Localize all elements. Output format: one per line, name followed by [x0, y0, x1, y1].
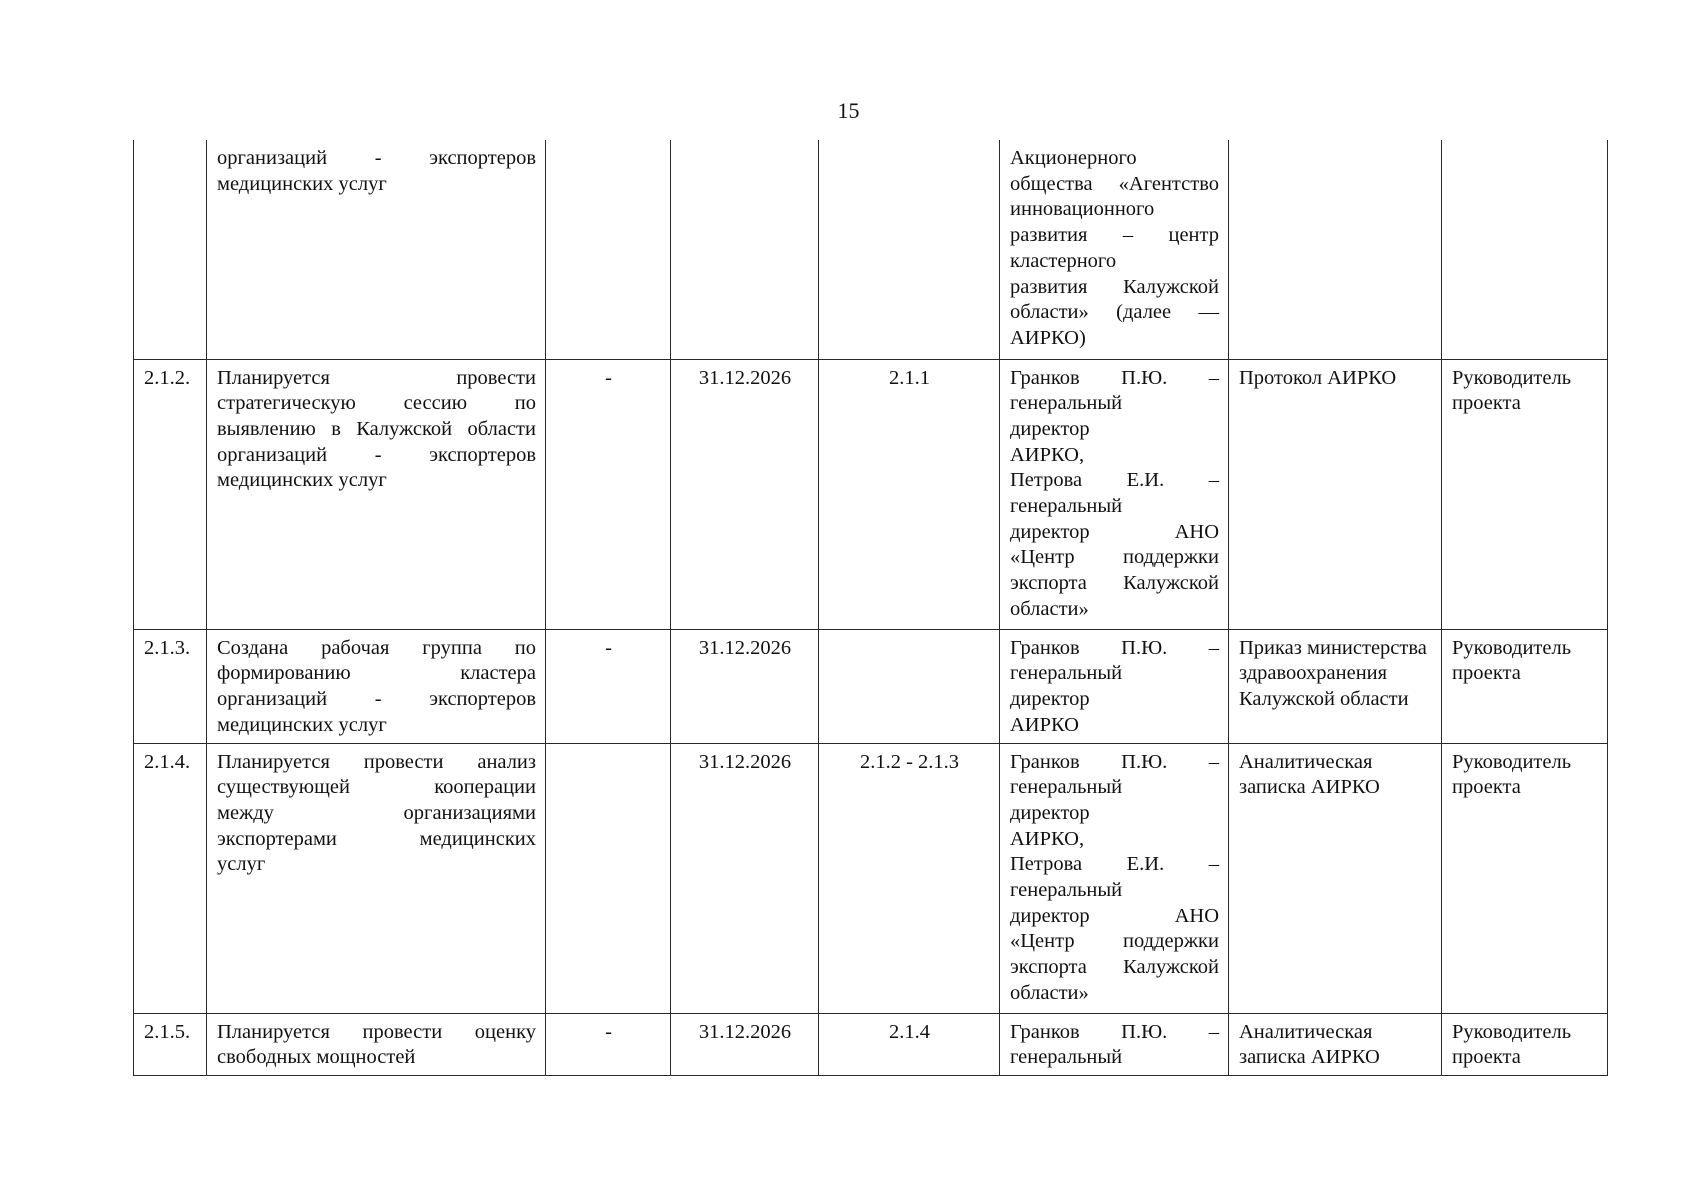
- page-number: 15: [837, 98, 860, 123]
- cell-line: Гранков П.Ю. –: [1010, 750, 1219, 773]
- event-description: [207, 629, 546, 743]
- responsible-person: [1000, 743, 1229, 1013]
- cell-line: «Центр поддержки: [1010, 930, 1219, 953]
- cell-line: Петрова Е.И. –: [1010, 469, 1219, 492]
- cell-line: организаций - экспортеров: [217, 687, 536, 710]
- event-description: [207, 359, 546, 629]
- start-date: -: [546, 1013, 671, 1075]
- end-date: 31.12.2026: [671, 359, 819, 629]
- cell-line: между организациями: [217, 801, 536, 824]
- cell-line: генеральный: [1010, 1046, 1123, 1069]
- cell-line: кластерного: [1010, 249, 1117, 272]
- cell-line: Петрова Е.И. –: [1010, 853, 1219, 876]
- result-document: Приказ министерства здравоохранения Калужской области: [1229, 629, 1442, 743]
- cell-line: Гранков П.Ю. –: [1010, 366, 1219, 389]
- cell-line: генеральный: [1010, 776, 1123, 799]
- cell-line: генеральный: [1010, 662, 1123, 685]
- start-date: [546, 743, 671, 1013]
- cell-line: Планируется провести: [217, 366, 536, 389]
- result-document: Аналитическая записка АИРКО: [1229, 743, 1442, 1013]
- cell-line: директор: [1010, 687, 1090, 710]
- predecessor: 2.1.4: [819, 1013, 1000, 1075]
- cell-line: медицинских услуг: [217, 172, 387, 195]
- result-document: Протокол АИРКО: [1229, 359, 1442, 629]
- control-level: Руководитель проекта: [1442, 743, 1608, 1013]
- cell-line: области» (далее —: [1010, 301, 1219, 324]
- end-date: 31.12.2026: [671, 1013, 819, 1075]
- cell-line: развития Калужской: [1010, 275, 1219, 298]
- cell-line: директор АНО: [1010, 904, 1219, 927]
- responsible-person: [1000, 629, 1229, 743]
- cell-line: экспортерами медицинских: [217, 827, 536, 850]
- cell-line: свободных мощностей: [217, 1046, 416, 1069]
- cell-line: экспорта Калужской: [1010, 572, 1219, 595]
- project-plan-table: [133, 140, 1608, 1076]
- item-number: 2.1.2.: [134, 359, 207, 629]
- cell-line: Акционерного: [1010, 147, 1137, 169]
- cell-line: формированию кластера: [217, 662, 536, 685]
- cell-line: Планируется провести анализ: [217, 750, 536, 773]
- start-date: -: [546, 359, 671, 629]
- end-date: [671, 140, 819, 359]
- item-number: 2.1.3.: [134, 629, 207, 743]
- cell-line: генеральный: [1010, 879, 1123, 902]
- cell-line: медицинских услуг: [217, 713, 387, 736]
- responsible-person: [1000, 140, 1229, 359]
- end-date: 31.12.2026: [671, 743, 819, 1013]
- end-date: 31.12.2026: [671, 629, 819, 743]
- cell-line: экспорта Калужской: [1010, 956, 1219, 979]
- cell-line: Гранков П.Ю. –: [1010, 1020, 1219, 1043]
- cell-line: АИРКО: [1010, 713, 1079, 736]
- table-row: [134, 359, 1608, 629]
- cell-line: директор АНО: [1010, 520, 1219, 543]
- cell-line: директор: [1010, 801, 1090, 824]
- item-number: 2.1.4.: [134, 743, 207, 1013]
- control-level: [1442, 140, 1608, 359]
- table-row: [134, 743, 1608, 1013]
- cell-line: существующей кооперации: [217, 776, 536, 799]
- cell-line: общества «Агентство: [1010, 172, 1219, 195]
- cell-line: стратегическую сессию по: [217, 392, 536, 415]
- cell-line: Создана рабочая группа по: [217, 636, 536, 659]
- cell-line: развития – центр: [1010, 224, 1219, 247]
- control-level: Руководитель проекта: [1442, 1013, 1608, 1075]
- cell-line: выявлению в Калужской области: [217, 417, 536, 440]
- responsible-person: [1000, 1013, 1229, 1075]
- result-document: [1229, 140, 1442, 359]
- table-row: [134, 140, 1608, 359]
- cell-line: АИРКО): [1010, 326, 1086, 349]
- item-number: 2.1.5.: [134, 1013, 207, 1075]
- item-number: [134, 140, 207, 359]
- cell-line: инновационного: [1010, 198, 1155, 221]
- control-level: Руководитель проекта: [1442, 629, 1608, 743]
- cell-line: области»: [1010, 597, 1089, 620]
- table-row: [134, 1013, 1608, 1075]
- event-description: [207, 140, 546, 359]
- cell-line: услуг: [217, 853, 266, 876]
- predecessor: [819, 140, 1000, 359]
- control-level: Руководитель проекта: [1442, 359, 1608, 629]
- start-date: -: [546, 629, 671, 743]
- cell-line: организаций - экспортеров: [217, 443, 536, 466]
- event-description: [207, 743, 546, 1013]
- predecessor: [819, 629, 1000, 743]
- event-description: [207, 1013, 546, 1075]
- cell-line: генеральный: [1010, 392, 1123, 415]
- predecessor: 2.1.2 - 2.1.3: [819, 743, 1000, 1013]
- cell-line: АИРКО,: [1010, 443, 1085, 466]
- result-document: Аналитическая записка АИРКО: [1229, 1013, 1442, 1075]
- cell-line: Гранков П.Ю. –: [1010, 636, 1219, 659]
- table-row: [134, 629, 1608, 743]
- cell-line: Планируется провести оценку: [217, 1020, 536, 1043]
- cell-line: генеральный: [1010, 495, 1123, 518]
- start-date: [546, 140, 671, 359]
- cell-line: «Центр поддержки: [1010, 546, 1219, 569]
- cell-line: организаций - экспортеров: [217, 147, 536, 169]
- cell-line: области»: [1010, 981, 1089, 1004]
- table-body: [134, 140, 1608, 1075]
- cell-line: директор: [1010, 417, 1090, 440]
- predecessor: 2.1.1: [819, 359, 1000, 629]
- cell-line: АИРКО,: [1010, 827, 1085, 850]
- responsible-person: [1000, 359, 1229, 629]
- cell-line: медицинских услуг: [217, 469, 387, 492]
